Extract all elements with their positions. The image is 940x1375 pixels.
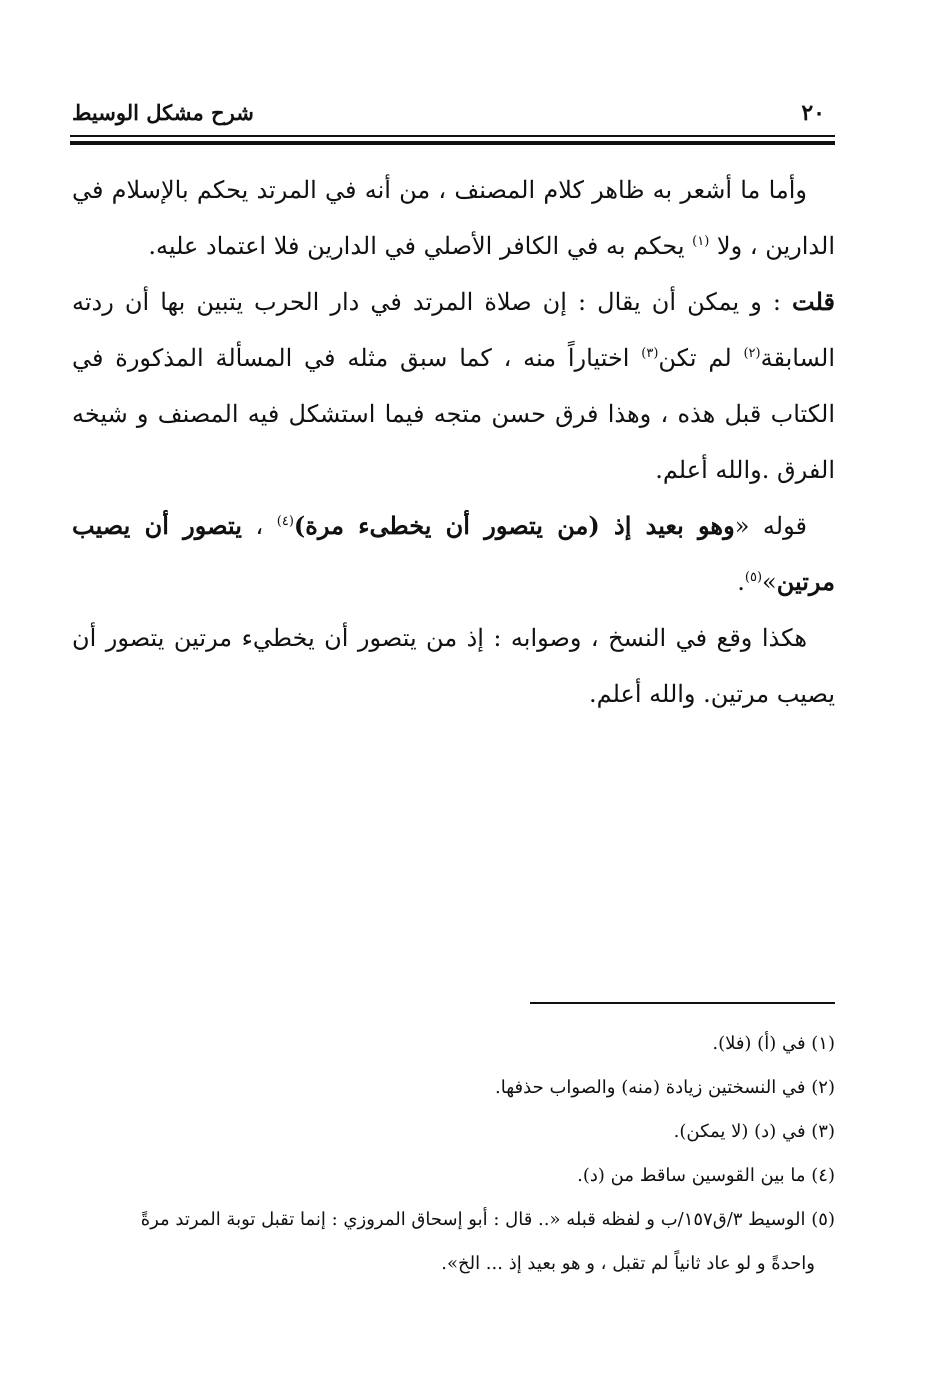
quote-bold-2: يتصور أن يصيب مرتين [72, 511, 835, 596]
footnote-ref-5: (٥) [744, 570, 763, 585]
paragraph-2: قلت : و يمكن أن يقال : إن صلاة المرتد في دار الحرب يتبين بها أن ردته السابقة$^{(٢)}$ لم تكن$^{(٣)}$ اختياراً منه ، كما سبق مثله في المسألة المذكورة في الكتاب قبل هذه ، وهذا فرق حسن متجه فيما استشكل فيه المصنف و شيخه الفرق .والله أعلم. [72, 287, 835, 484]
paragraph-3: قوله «وهو بعيد إذ (من يتصور أن يخطىء مرة)$^{(٤)}$ ، يتصور أن يصيب مرتين»$^{(٥)}$. [72, 511, 835, 596]
footnote-5-continued: واحدةً و لو عاد ثانياً لم تقبل ، و هو بعيد إذ ... الخ». [441, 1253, 815, 1274]
footnote-2: (٢) في النسختين زيادة (منه) والصواب حذفها. [495, 1077, 835, 1098]
footnote-5: (٥) الوسيط ٣/ق١٥٧/ب و لفظه قبله «.. قال : أبو إسحاق المروزي : إنما تقبل توبة المرتد مرةً [140, 1209, 835, 1230]
footnote-ref-1: (١) [692, 234, 710, 249]
qultu-heading: قلت [792, 287, 835, 316]
footnotes [80, 1022, 835, 1286]
footnote-separator [530, 1002, 835, 1004]
paragraph-4: هكذا وقع في النسخ ، وصوابه : إذ من يتصور أن يخطيء مرتين يتصور أن يصيب مرتين. والله أعلم. [72, 624, 835, 708]
paragraph-1: وأما ما أشعر به ظاهر كلام المصنف ، من أنه في المرتد يحكم بالإسلام في الدارين ، ولا $^{(١)}$ يحكم به في الكافر الأصلي في الدارين فلا اعتماد عليه. [72, 176, 835, 260]
footnote-ref-2: (٢) [743, 346, 761, 361]
footnote-3: (٣) في (د) (لا يمكن). [673, 1121, 835, 1142]
running-title: شرح مشكل الوسيط [72, 100, 254, 125]
header-rule-thin [70, 135, 835, 137]
page-header [70, 100, 835, 134]
footnote-ref-4: (٤) [276, 514, 294, 529]
quote-bold-1: وهو بعيد إذ (من يتصور أن يخطىء مرة) [293, 511, 735, 540]
main-text [72, 162, 835, 722]
footnote-4: (٤) ما بين القوسين ساقط من (د). [577, 1165, 835, 1186]
footnote-ref-3: (٣) [641, 346, 659, 361]
page-number: ٢٠ [801, 100, 825, 126]
header-rule-thick [70, 141, 835, 145]
footnote-1: (١) في (أ) (فلا). [712, 1033, 835, 1054]
